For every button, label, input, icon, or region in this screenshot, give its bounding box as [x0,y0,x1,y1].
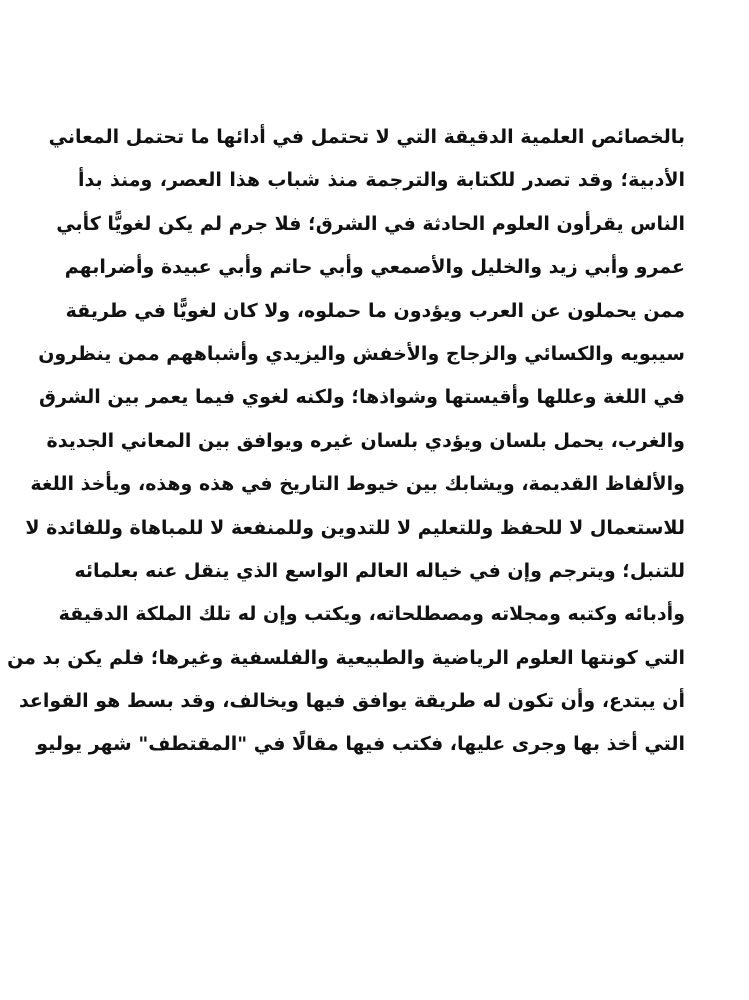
text-line: والغرب، يحمل بلسان ويؤدي بلسان غيره ويوافق بين المعاني الجديدة [46,429,685,452]
text-line: ممن يحملون عن العرب ويؤدون ما حملوه، ولا كان لغويًّا في طريقة [65,299,685,322]
text-line: التي أخذ بها وجرى عليها، فكتب فيها مقالًا في "المقتطف" شهر يوليو [36,733,685,756]
text-line: التي كونتها العلوم الرياضية والطبيعية والفلسفية وغيرها؛ فلم يكن بد من [7,646,685,669]
text-line: الناس يقرأون العلوم الحادثة في الشرق؛ فلا جرم لم يكن لغويًّا كأبي [56,212,685,235]
text-line: في اللغة وعللها وأقيستها وشواذها؛ ولكنه لغوي فيما يعمر بين الشرق [38,386,685,409]
text-line: للاستعمال لا للحفظ وللتعليم لا للتدوين وللمنفعة لا للمباهاة وللفائدة لا [25,516,685,539]
document-page [7,116,685,767]
text-line: للتنبل؛ ويترجم وإن في خياله العالم الواسع الذي ينقل عنه بعلمائه [74,559,685,582]
text-line: عمرو وأبي زيد والخليل والأصمعي وأبي حاتم وأبي عبيدة وأضرابهم [64,256,685,279]
text-line: الأدبية؛ وقد تصدر للكتابة والترجمة منذ شباب هذا العصر، ومنذ بدأ [78,169,685,192]
text-line: وأدبائه وكتبه ومجلاته ومصطلحاته، ويكتب وإن له تلك الملكة الدقيقة [58,603,685,626]
text-line: والألفاظ القديمة، ويشابك بين خيوط التاريخ في هذه وهذه، ويأخذ اللغة [30,473,685,496]
text-line: بالخصائص العلمية الدقيقة التي لا تحتمل في أدائها ما تحتمل المعاني [48,126,685,148]
text-line: سيبويه والكسائي والزجاج والأخفش واليزيدي وأشباههم ممن ينظرون [38,342,685,365]
text-line: أن يبتدع، وأن تكون له طريقة يوافق فيها ويخالف، وقد بسط هو القواعد [18,690,685,713]
